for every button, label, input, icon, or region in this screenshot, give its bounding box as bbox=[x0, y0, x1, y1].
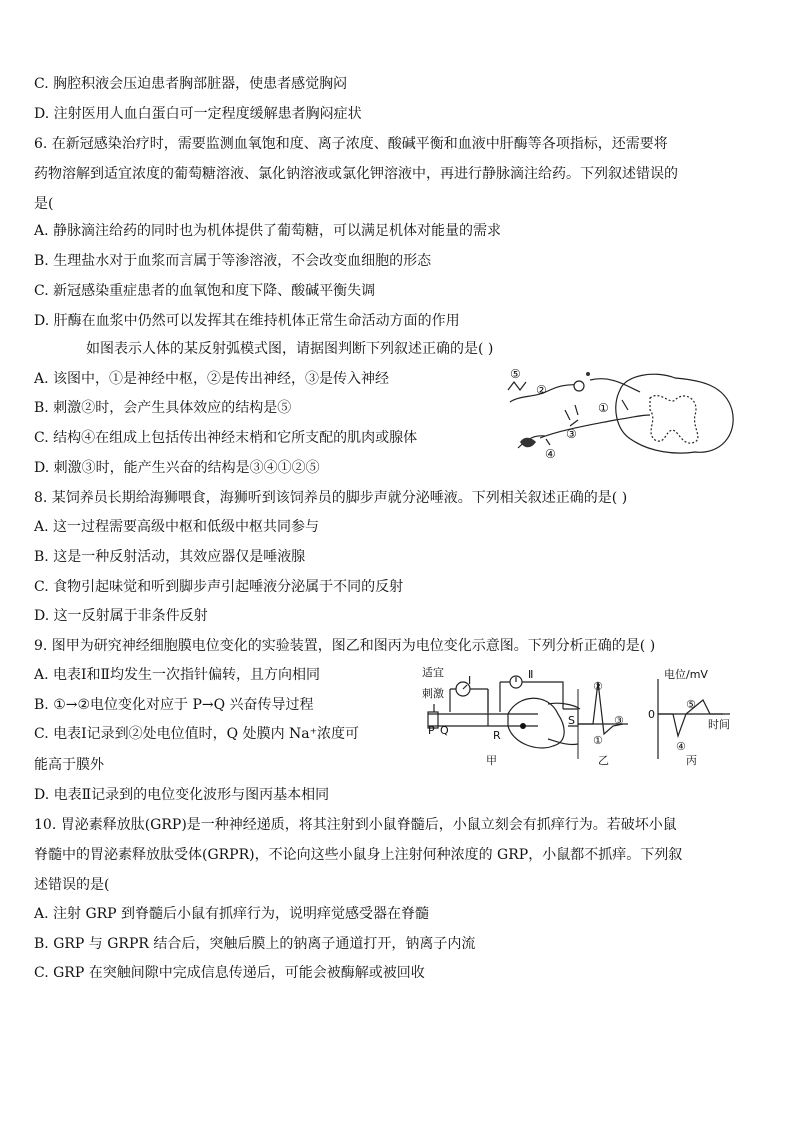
bing-mark-5: ⑤ bbox=[686, 698, 696, 711]
yi-mark-2: ② bbox=[593, 680, 603, 693]
option-6d: D. 肝酶在血浆中仍然可以发挥其在维持机体正常生命活动方面的作用 bbox=[34, 313, 460, 329]
option-10c: C. GRP 在突触间隙中完成信息传递后，可能会被酶解或被回收 bbox=[34, 965, 425, 981]
option-8b: B. 这是一种反射活动，其效应器仅是唾液腺 bbox=[34, 549, 306, 565]
option-6c: C. 新冠感染重症患者的血氧饱和度下降、酸碱平衡失调 bbox=[34, 283, 376, 299]
question-6-stem-1: 6. 在新冠感染治疗时，需要监测血氧饱和度、离子浓度、酸碱平衡和血液中肝酶等各项指标，还需要将 bbox=[34, 136, 668, 152]
ganglion bbox=[574, 381, 584, 391]
electro-figure bbox=[418, 664, 738, 774]
gray-matter bbox=[650, 396, 698, 444]
option-9c: C. 电表Ⅰ记录到②处电位值时，Q 处膜内 Na⁺浓度可 bbox=[34, 726, 360, 742]
option-9b: B. ①→②电位变化对应于 P→Q 兴奋传导过程 bbox=[34, 697, 314, 713]
point-s-label: S bbox=[568, 714, 575, 727]
question-7-stem: 如图表示人体的某反射弧模式图，请据图判断下列叙述正确的是( ) bbox=[86, 341, 494, 357]
receptor-skin bbox=[508, 382, 526, 390]
option-7d: D. 刺激③时，能产生兴奋的结构是③④①②⑤ bbox=[34, 460, 320, 476]
option-5d: D. 注射医用人血白蛋白可一定程度缓解患者胸闷症状 bbox=[34, 106, 362, 122]
question-6-stem-2: 药物溶解到适宜浓度的葡萄糖溶液、氯化钠溶液或氯化钾溶液中，再进行静脉滴注给药。下列叙述错误的 bbox=[34, 166, 678, 182]
option-8a: A. 这一过程需要高级中枢和低级中枢共同参与 bbox=[34, 519, 320, 535]
option-7a: A. 该图中，①是神经中枢，②是传出神经，③是传入神经 bbox=[34, 371, 390, 387]
question-10-stem-3: 述错误的是( bbox=[34, 877, 110, 893]
bing-ylabel: 电位/mV bbox=[664, 668, 708, 681]
stim-label-2: 刺激 bbox=[422, 687, 444, 700]
reflex-arc-figure bbox=[500, 360, 740, 475]
option-6b: B. 生理盐水对于血浆而言属于等渗溶液，不会改变血细胞的形态 bbox=[34, 253, 432, 269]
question-10-stem-1: 10. 胃泌素释放肽(GRP)是一种神经递质，将其注射到小鼠脊髓后，小鼠立刻会有抓痒行为。若破坏小鼠 bbox=[34, 817, 677, 833]
bing-mark-4: ④ bbox=[676, 740, 686, 753]
reflex-label-1: ① bbox=[598, 401, 609, 415]
meter-2-label: Ⅱ bbox=[528, 668, 534, 681]
option-8d: D. 这一反射属于非条件反射 bbox=[34, 608, 208, 624]
afferent-nerve bbox=[590, 379, 640, 392]
reflex-label-5: ⑤ bbox=[510, 367, 521, 381]
option-10a: A. 注射 GRP 到脊髓后小鼠有抓痒行为，说明痒觉感受器在脊髓 bbox=[34, 906, 430, 922]
option-9d: D. 电表Ⅱ记录到的电位变化波形与图丙基本相同 bbox=[34, 787, 330, 803]
option-10b: B. GRP 与 GRPR 结合后，突触后膜上的钠离子通道打开，钠离子内流 bbox=[34, 936, 476, 952]
option-7c: C. 结构④在组成上包括传出神经末梢和它所支配的肌肉或腺体 bbox=[34, 430, 418, 446]
question-8-stem: 8. 某饲养员长期给海狮喂食，海狮听到该饲养员的脚步声就分泌唾液。下列相关叙述正确的是( ) bbox=[34, 490, 628, 506]
option-8c: C. 食物引起味觉和听到脚步声引起唾液分泌属于不同的反射 bbox=[34, 579, 404, 595]
option-5c: C. 胸腔积液会压迫患者胸部脏器，使患者感觉胸闷 bbox=[34, 76, 348, 92]
efferent-nerve bbox=[540, 415, 650, 438]
nucleus bbox=[520, 723, 526, 729]
yi-mark-3: ③ bbox=[614, 714, 624, 727]
bing-xlabel: 时间 bbox=[708, 718, 730, 731]
caption-yi: 乙 bbox=[598, 754, 609, 767]
point-q-label: Q bbox=[440, 724, 449, 737]
reflex-label-2: ② bbox=[536, 383, 547, 397]
reflex-label-3: ③ bbox=[566, 427, 577, 441]
point-p-label: P bbox=[428, 724, 435, 737]
reflex-label-4: ④ bbox=[545, 447, 556, 461]
bing-zero: 0 bbox=[648, 708, 655, 721]
question-9-stem: 9. 图甲为研究神经细胞膜电位变化的实验装置，图乙和图丙为电位变化示意图。下列分析正确的是( ) bbox=[34, 638, 656, 654]
yi-mark-1: ① bbox=[593, 734, 603, 747]
meter-1-label: Ⅰ bbox=[468, 674, 472, 687]
caption-bing: 丙 bbox=[686, 754, 697, 767]
caption-jia: 甲 bbox=[486, 754, 497, 767]
option-7b: B. 刺激②时，会产生具体效应的结构是⑤ bbox=[34, 400, 292, 416]
question-6-stem-3: 是( bbox=[34, 196, 54, 212]
option-6a: A. 静脉滴注给药的同时也为机体提供了葡萄糖，可以满足机体对能量的需求 bbox=[34, 223, 502, 239]
spinal-cord-outline bbox=[616, 374, 733, 453]
muscle-shape bbox=[520, 438, 536, 447]
option-9c-cont: 能高于膜外 bbox=[34, 757, 104, 773]
point-r-label: R bbox=[493, 729, 501, 742]
question-10-stem-2: 脊髓中的胃泌素释放肽受体(GRPR)，不论向这些小鼠身上注射何种浓度的 GRP，小鼠都不抓痒。下列叙 bbox=[34, 847, 683, 863]
receptor-hair bbox=[586, 372, 590, 376]
neuron-body bbox=[508, 698, 564, 748]
option-9a: A. 电表Ⅰ和Ⅱ均发生一次指针偏转，且方向相同 bbox=[34, 667, 321, 683]
stim-label-1: 适宜 bbox=[422, 666, 444, 679]
